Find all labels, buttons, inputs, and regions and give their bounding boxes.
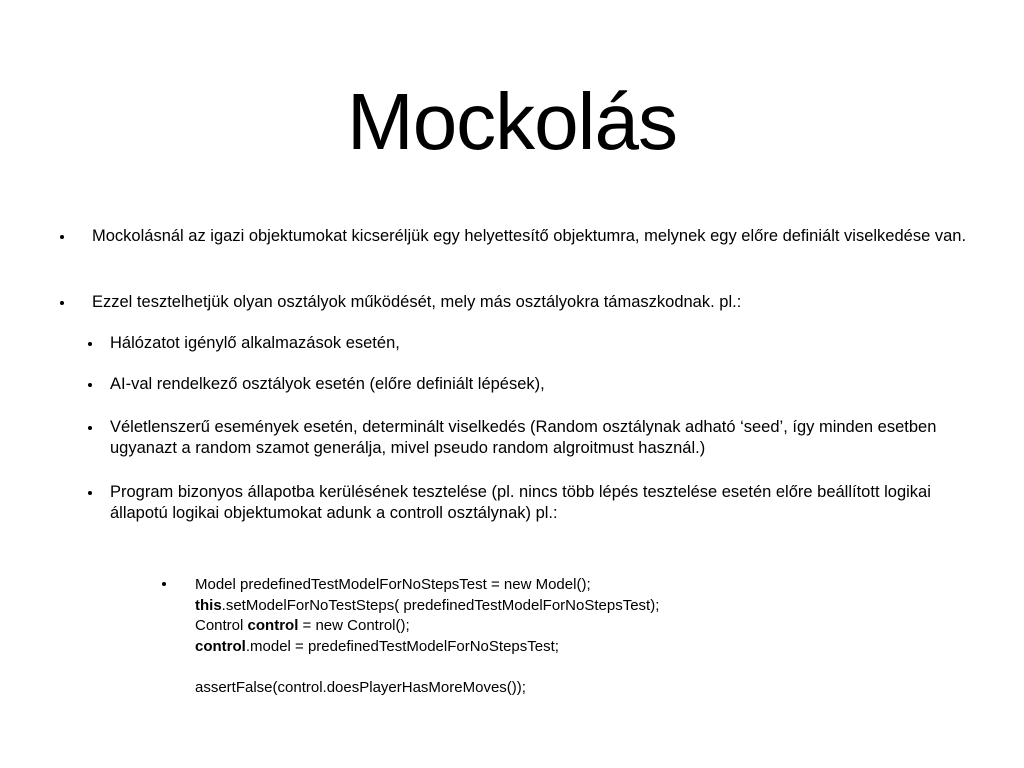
bullet-dot bbox=[88, 491, 92, 495]
code-text: Control bbox=[195, 617, 248, 634]
bullet-dot bbox=[88, 342, 92, 346]
sub-bullet-text: Véletlenszerű események esetén, determinált viselkedés (Random osztálynak adható ‘seed’, így minden esetben ugyanazt a random szamot generálja, mivel pseudo random algroitmust használ.) bbox=[110, 418, 937, 457]
slide-title: Mockolás bbox=[347, 77, 677, 166]
code-line-3 bbox=[195, 616, 895, 637]
bullet-dot bbox=[60, 235, 64, 239]
sub-bullet-text: Program bizonyos állapotba kerülésének tesztelése (pl. nincs több lépés tesztelése esetén előre beállított logikai állapotú logikai objektumokat adunk a controll osztálynak) pl.: bbox=[110, 483, 931, 522]
bullet-dot bbox=[88, 383, 92, 387]
bullet-dot bbox=[60, 301, 64, 305]
code-block bbox=[195, 575, 895, 698]
bullet-dot bbox=[162, 582, 166, 586]
sub-bullet-text: AI-val rendelkező osztályok esetén (előre definiált lépések), bbox=[110, 375, 545, 393]
bullet-dot bbox=[88, 426, 92, 430]
code-text: .setModelForNoTestSteps( predefinedTestModelForNoStepsTest); bbox=[221, 596, 660, 614]
code-text: = new Control(); bbox=[298, 617, 410, 634]
code-blank-line bbox=[195, 657, 895, 678]
sub-bullet-text: Hálózatot igénylő alkalmazások esetén, bbox=[110, 334, 400, 352]
code-keyword: control bbox=[195, 637, 246, 655]
code-line-4 bbox=[195, 637, 895, 658]
code-line-2 bbox=[195, 596, 895, 617]
bullet-text: Mockolásnál az igazi objektumokat kicseréljük egy helyettesítő objektumra, melynek egy előre definiált viselkedése van. bbox=[92, 227, 967, 245]
code-keyword: control bbox=[247, 617, 299, 634]
code-keyword: this bbox=[195, 596, 222, 614]
code-text: .model = predefinedTestModelForNoStepsTest; bbox=[245, 637, 559, 655]
bullet-text: Ezzel tesztelhetjük olyan osztályok működését, mely más osztályokra támaszkodnak. pl.: bbox=[92, 293, 742, 311]
code-line-5: assertFalse(control.doesPlayerHasMoreMoves()); bbox=[195, 678, 526, 696]
code-line-1: Model predefinedTestModelForNoStepsTest = new Model(); bbox=[195, 576, 591, 593]
